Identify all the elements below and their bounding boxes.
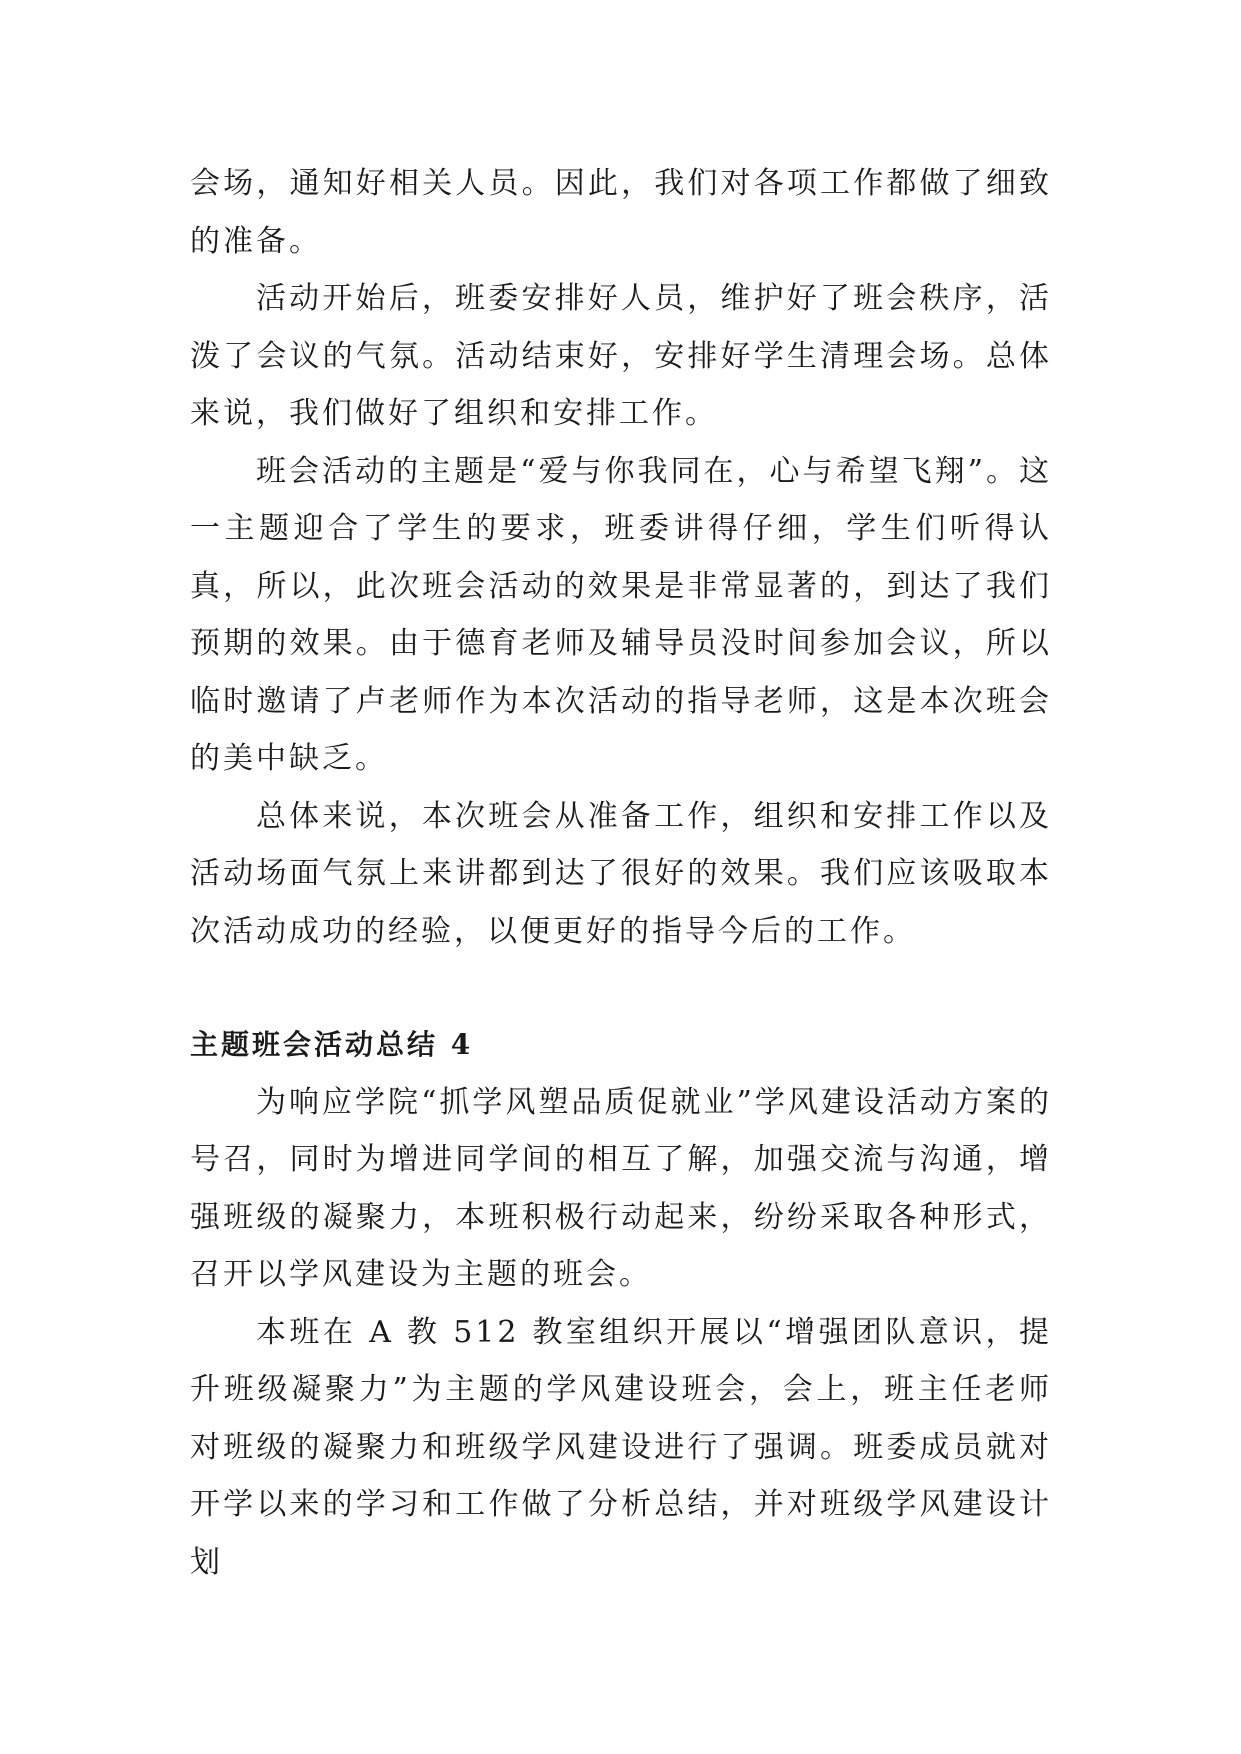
paragraph-6: 本班在 A 教 512 教室组织开展以“增强团队意识，提升班级凝聚力”为主题的学风建设班会，会上，班主任老师对班级的凝聚力和班级学风建设进行了强调。班委成员就对开学以来的学习和工作做了分析总结，并对班级学风建设计划 — [190, 1314, 1052, 1580]
paragraph-3: 班会活动的主题是“爱与你我同在，心与希望飞翔”。这一主题迎合了学生的要求，班委讲得仔细，学生们听得认真，所以，此次班会活动的效果是非常显著的，到达了我们预期的效果。由于德育老师及辅导员没时间参加会议，所以临时邀请了卢老师作为本次活动的指导老师，这是本次班会的美中缺乏。 — [190, 453, 1052, 776]
paragraph-4: 总体来说，本次班会从准备工作，组织和安排工作以及活动场面气氛上来讲都到达了很好的效果。我们应该吸取本次活动成功的经验，以便更好的指导今后的工作。 — [190, 798, 1052, 949]
document-body — [190, 155, 1052, 1591]
paragraph-5: 为响应学院“抓学风塑品质促就业”学风建设活动方案的号召，同时为增进同学间的相互了解，加强交流与沟通，增强班级的凝聚力，本班积极行动起来，纷纷采取各种形式，召开以学风建设为主题的班会。 — [190, 1084, 1052, 1292]
paragraph-1: 会场，通知好相关人员。因此，我们对各项工作都做了细致的准备。 — [190, 166, 1052, 259]
paragraph-2: 活动开始后，班委安排好人员，维护好了班会秩序，活泼了会议的气氛。活动结束好，安排好学生清理会场。总体来说，我们做好了组织和安排工作。 — [190, 281, 1052, 431]
section-heading: 主题班会活动总结 4 — [190, 1028, 474, 1061]
